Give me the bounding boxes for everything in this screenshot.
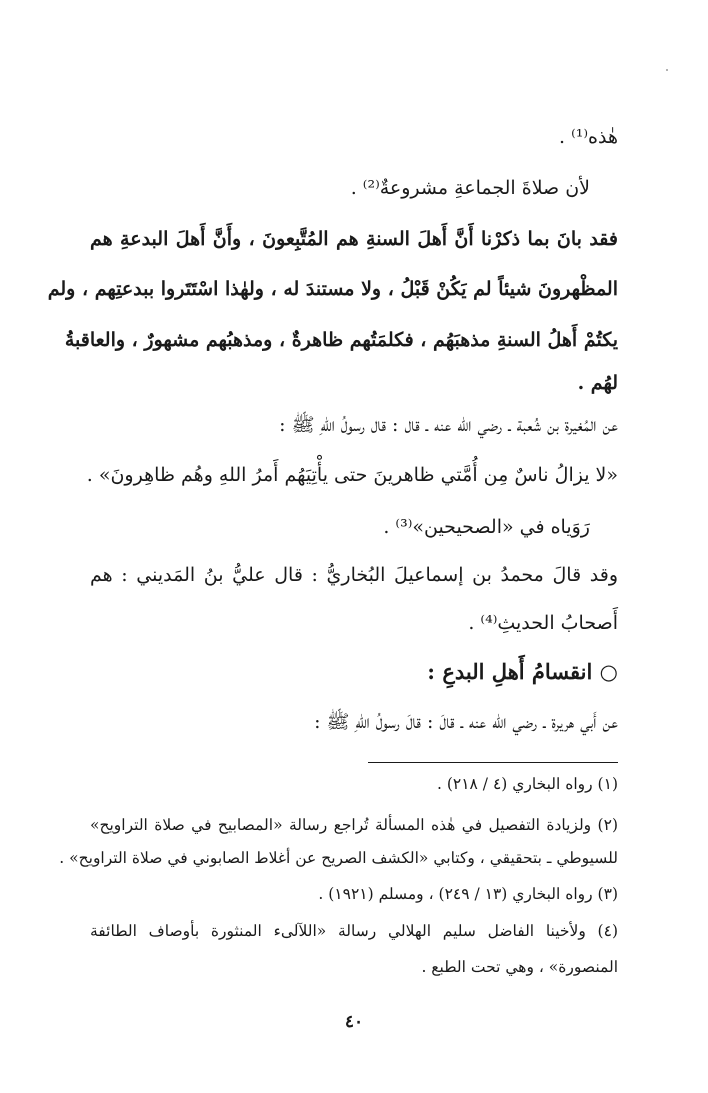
- text-line-6: لهُم .: [577, 372, 618, 394]
- text-line-2: لأن صلاةَ الجماعةِ مشروعةٌ⁽²⁾ .: [350, 177, 590, 199]
- text-line-1: هٰذه⁽¹⁾ .: [559, 126, 618, 148]
- footnote-divider: [368, 762, 618, 763]
- text-line-4: المظْهرونَ شيئاً لم يَكُنْ قَبْلُ ، ولا مستندَ له ، ولهٰذا اسْتَتَروا ببدعتِهم ، ولم: [47, 278, 618, 300]
- page-number: ٤٠: [344, 1012, 364, 1032]
- text-line-9: رَوَياه في «الصحيحين»⁽³⁾ .: [383, 516, 590, 538]
- text-line-10: وقد قالَ محمدُ بن إسماعيلَ البُخاريُّ : قال عليُّ بنُ المَديني : هم: [90, 564, 618, 586]
- footnote-4: (٤) ولأخينا الفاضل سليم الهلالي رسالة «اللآلىء المنثورة بأوصاف الطائفة: [90, 922, 618, 940]
- hadith-text: «لا يزالُ ناسٌ مِن أُمَّتي ظاهرينَ حتى يأْتِيَهُم أَمرُ اللهِ وهُم ظاهِرونَ» .: [86, 464, 618, 486]
- footnote-2: (٢) ولزيادة التفصيل في هٰذه المسألة تُراجع رسالة «المصابيح في صلاة التراويح»: [90, 816, 618, 834]
- footnote-1: (١) رواه البخاري (٤ / ٢١٨) .: [436, 775, 618, 793]
- text-line-7: عن المُغيرة بن شُعبة ـ رضي الله عنه ـ قال : قال رسولُ اللهِ ﷺ :: [279, 414, 618, 436]
- section-heading: ○ انقسامُ أَهلِ البدعِ :: [427, 659, 618, 684]
- text-line-5: يكتُمْ أَهلُ السنةِ مذهبَهُم ، فكلمَتُهم ظاهرةٌ ، ومذهبُهم مشهورٌ ، والعاقبةُ: [64, 329, 618, 351]
- text-line-11: أَصحابُ الحديثِ⁽⁴⁾ .: [468, 612, 618, 634]
- footnote-4-cont: المنصورة» ، وهي تحت الطبع .: [421, 958, 618, 976]
- footnote-3: (٣) رواه البخاري (١٣ / ٢٤٩) ، ومسلم (١٩٢١) .: [318, 885, 618, 903]
- text-line-after-heading: عن أَبي هريرة ـ رضي الله عنه ـ قالَ : قالَ رسولُ اللهِ ﷺ :: [314, 711, 618, 733]
- scan-speck: [666, 69, 668, 71]
- text-line-3: فقد بانَ بما ذكرْنا أَنَّ أَهلَ السنةِ هم المُتَّبِعونَ ، وأَنَّ أَهلَ البدعةِ هم: [90, 228, 618, 250]
- footnote-2-cont: للسيوطي ـ بتحقيقي ، وكتابي «الكشف الصريح عن أغلاط الصابوني في صلاة التراويح» .: [59, 849, 618, 867]
